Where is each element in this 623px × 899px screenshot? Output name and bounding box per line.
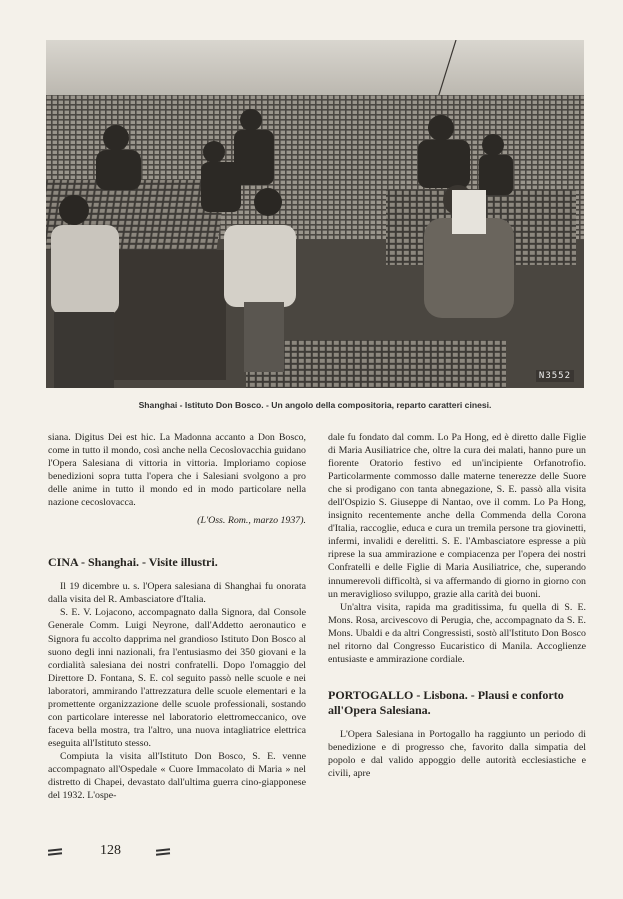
paragraph: S. E. V. Lojacono, accompagnato dalla Signora, dal Console Generale Comm. Luigi Neyrone, dall'Addetto aeronautico e Signora fu accolto dapprima nel grandioso Istituto Don Bosco al suono degli inni nazionali, fra l'entusiasmo dei 350 giovani e la cordialità salesiana dei nostri confratelli. Dopo l'omaggio del Direttore D. Fontana, S. E. col seguito passò nelle scuole e nei laboratori, ammirando l'attrezzatura delle scuole elementari e la promettente organizzazione delle scuole professionali, sostando con particolare interesse nel laboratorio elettromeccanico, ove faceva bella mostra, tra l'altro, una nuova intagliatrice elettrica eseguita all'Istituto stesso. [48,607,306,749]
right-column [328,431,586,780]
paragraph: Compiuta la visita all'Istituto Don Bosco, S. E. venne accompagnato all'Ospedale « Cuore Immacolato di Maria » nel distretto di Chapei, devastato dall'ultima guerra cino-giapponese del 1932. L'ospe- [48,750,306,802]
photo-caption: Shanghai - Istituto Don Bosco. - Un angolo della compositoria, reparto caratteri cinesi. [138,400,492,410]
page-footer [48,843,188,863]
section-heading-portogallo: PORTOGALLO - Lisbona. - Plausi e conforto all'Opera Salesiana. [328,687,564,717]
paragraph: Un'altra visita, rapida ma graditissima, fu quella di S. E. Mons. Rosa, arcivescovo di Perugia, che, accompagnato da S. E. Mons. Ubaldi e da altri Congressisti, sostò all'Istituto Don Bosco nel ritorno dal Congresso Eucaristico di Manila. Accoglienze entusiaste e ammirazione cordiale. [328,601,586,665]
paragraph: L'Opera Salesiana in Portogallo ha raggiunto un periodo di benedizione e di progresso che, favorito dalla simpatia del popolo e dal valido appoggio delle autorità ecclesiastiche e civili, apre [328,728,586,779]
source-citation: (L'Oss. Rom., marzo 1937). [197,515,306,527]
page-number: 128 [100,843,121,858]
ornament-icon [48,848,62,856]
intro-paragraph: siana. Digitus Dei est hic. La Madonna accanto a Don Bosco, come in tutto il mondo, così anche nella Cecoslovacchia guidano l'Opera Salesiana di vittoria in vittoria. Imploriamo copiose benedizioni sopra tutta l'opera che i Salesiani svolgono a pro delle anime in tutto il mondo ed in modo particolare nella nazione cecoslovacca. [48,432,306,509]
photo-compositoria [46,40,584,388]
ornament-icon [156,848,170,856]
left-column [48,431,306,802]
photo-illustration [46,40,584,388]
photo-number: N3552 [536,370,574,382]
paragraph: dale fu fondato dal comm. Lo Pa Hong, ed è diretto dalle Figlie di Maria Ausiliatrice che, oltre la cura dei malati, hanno pure un fiorente Oratorio festivo ed un'incipiente Orfanotrofio. Particolarmente commosso dalle materne tenerezze delle Suore che si prodigano con tanta abnegazione, S. E. passò alla visita dell'Ospizio S. Giuseppe di Nantao, ove il comm. Lo Pa Hong, insignito recentemente anche della Commenda della Corona d'Italia, raccoglie, educa e cura un tremila persone tra giovinetti, infermi, invalidi e derelitti. S. E. l'Ambasciatore espresse a più riprese la sua ammirazione e compiacenza per l'opera dei nostri Confratelli e delle Figlie di Maria Ausiliatrice, che, superando innumerevoli difficoltà, si va affermando di giorno in giorno con un meraviglioso sviluppo, grazie alla carità dei buoni. [328,432,586,600]
section-heading-cina: CINA - Shanghai. - Visite illustri. [48,555,218,570]
paragraph: Il 19 dicembre u. s. l'Opera salesiana di Shanghai fu onorata dalla visita del R. Ambasciatore d'Italia. [48,581,306,606]
